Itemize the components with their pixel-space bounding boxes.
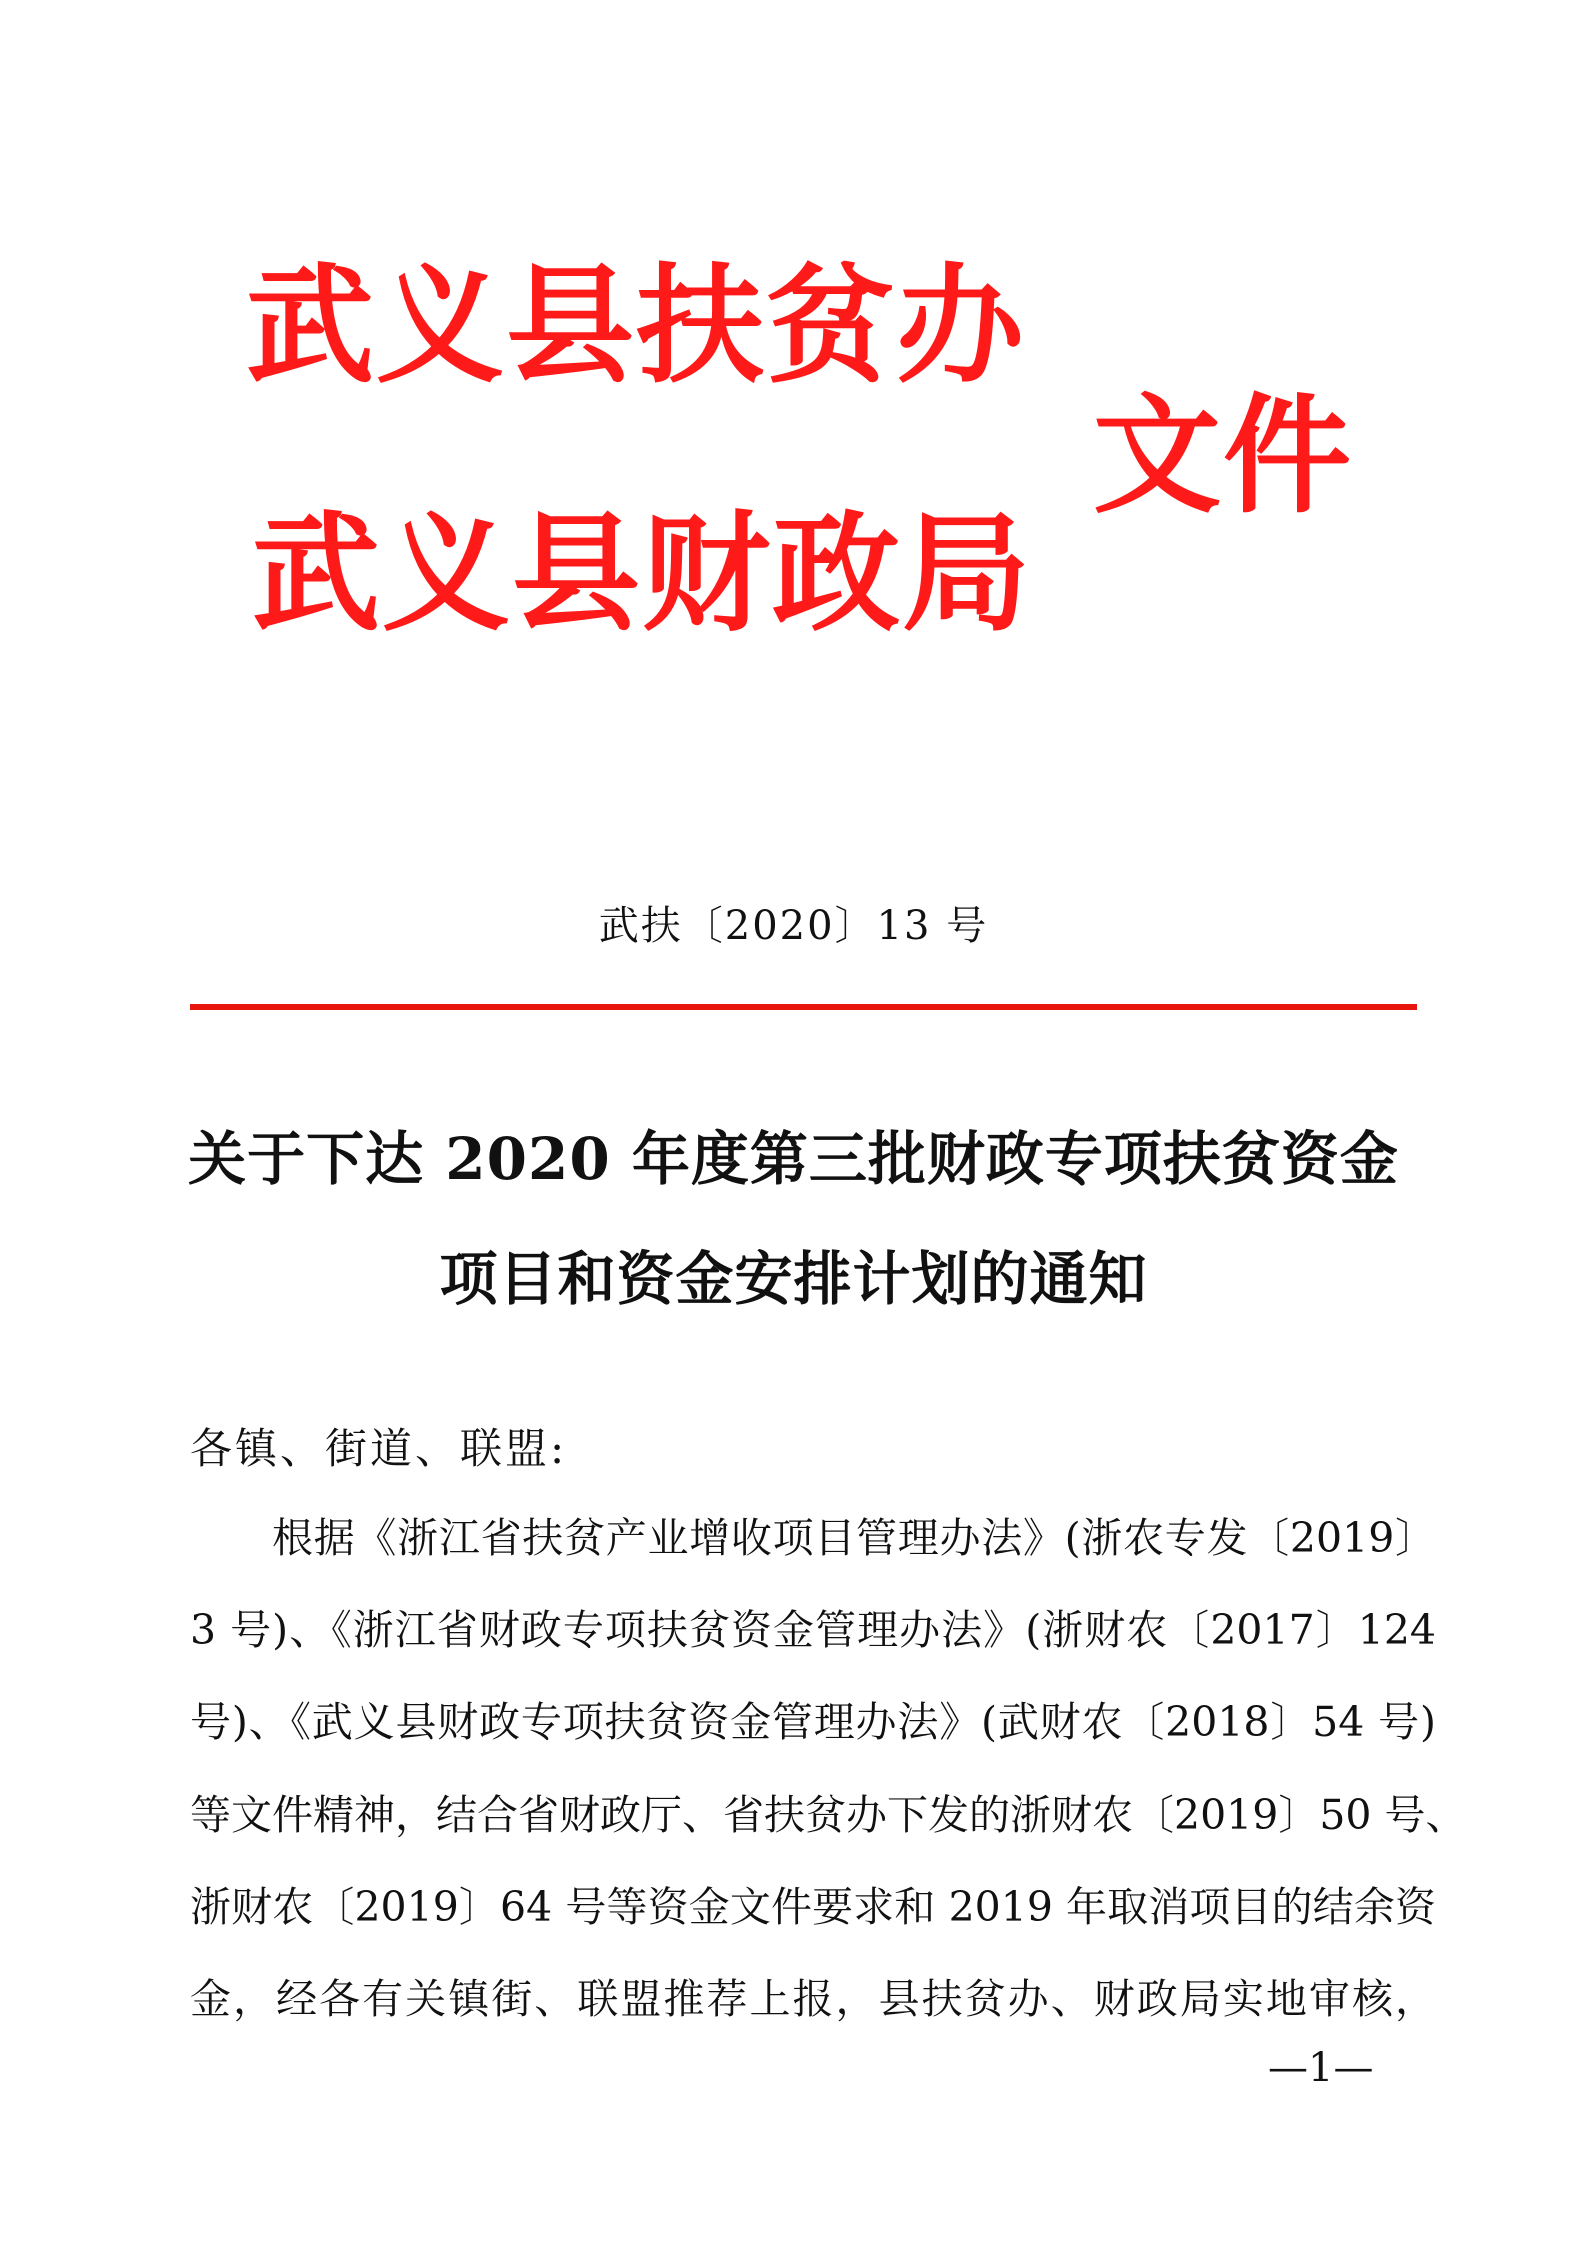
- document-word: 文件: [1093, 381, 1354, 531]
- red-divider: [190, 1004, 1417, 1010]
- issuing-org-line-2: 武义县财政局: [252, 499, 1033, 649]
- salutation: 各镇、街道、联盟:: [190, 1424, 568, 1473]
- page-number: —1—: [1268, 2045, 1374, 2091]
- body-line: 号)、《武义县财政专项扶贫资金管理办法》(武财农〔2018〕54 号): [190, 1698, 1436, 1746]
- body-line: 金，经各有关镇街、联盟推荐上报，县扶贫办、财政局实地审核，: [190, 1975, 1436, 2023]
- body-line: 浙财农〔2019〕64 号等资金文件要求和 2019 年取消项目的结余资: [190, 1883, 1436, 1931]
- body-line: 3 号)、《浙江省财政专项扶贫资金管理办法》(浙财农〔2017〕124: [190, 1606, 1436, 1654]
- body-line: 根据《浙江省扶贫产业增收项目管理办法》(浙农专发〔2019〕: [272, 1514, 1436, 1562]
- body-line: 等文件精神，结合省财政厅、省扶贫办下发的浙财农〔2019〕50 号、: [190, 1791, 1467, 1839]
- issuing-org-line-1: 武义县扶贫办: [246, 251, 1027, 401]
- title-line-1: 关于下达 2020 年度第三批财政专项扶贫资金: [188, 1125, 1399, 1193]
- title-line-2: 项目和资金安排计划的通知: [439, 1245, 1148, 1313]
- document-number: 武扶〔2020〕13 号: [598, 903, 989, 949]
